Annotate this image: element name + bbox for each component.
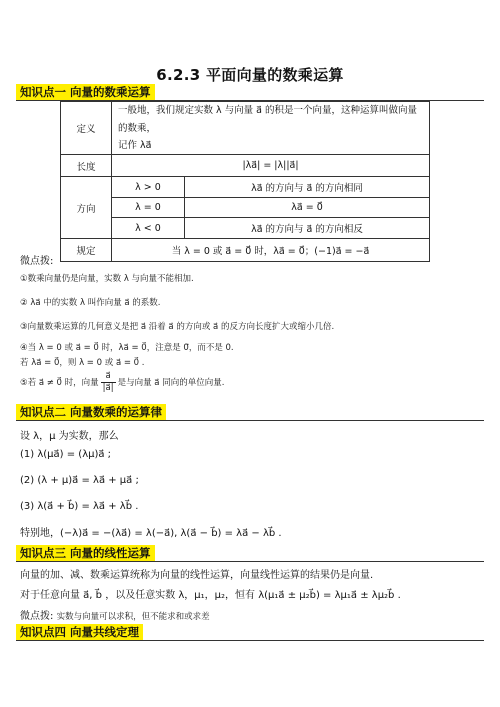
law-item: (1) λ(μa⃗) = (λμ)a⃗ ; [20, 449, 112, 460]
kp3-tip [20, 607, 210, 622]
direction-label: 方向 [61, 177, 112, 239]
length-label: 长度 [61, 155, 112, 177]
tip5-prefix: ⑤若 a⃗ ≠ 0⃗ 时，向量 [20, 378, 99, 388]
definition-label: 定义 [61, 102, 112, 155]
kp3-line-2: 对于任意向量 a⃗, b⃗ ，以及任意实数 λ，μ₁，μ₂，恒有 λ(μ₁a⃗ ± μ₂b⃗) = λμ₁a⃗ ± λμ₂b⃗ . [20, 590, 401, 601]
kp4-heading: 知识点四 向量共线定理 [16, 624, 143, 641]
rule-text: 当 λ = 0 或 a⃗ = 0⃗ 时，λa⃗ = 0⃗；(−1)a⃗ = −a⃗ [112, 239, 430, 262]
page-title: 6.2.3 平面向量的数乘运算 [156, 66, 344, 84]
kp2-heading: 知识点二 向量数乘的运算律 [16, 404, 166, 421]
kp3-tip-label: 微点拨: [20, 611, 54, 622]
kp2-intro: 设 λ，μ 为实数，那么 [20, 431, 119, 442]
tip-item: ② λa⃗ 中的实数 λ 叫作向量 a⃗ 的系数. [20, 298, 161, 308]
law-item: (3) λ(a⃗ + b⃗) = λa⃗ + λb⃗ . [20, 501, 139, 512]
tip-item: ④当 λ = 0 或 a⃗ = 0⃗ 时，λa⃗ = 0⃗，注意是 0⃗，而不是 0. [20, 343, 234, 353]
tips-label: 微点拨: [20, 256, 54, 267]
rule-label: 规定 [61, 239, 112, 262]
kp3-tip-text: 实数与向量可以求积，但不能求和或求差 [56, 612, 210, 622]
direction-cond: λ = 0 [112, 198, 185, 218]
kp3-line-1: 向量的加、减、数乘运算统称为向量的线性运算，向量线性运算的结果仍是向量. [20, 570, 374, 581]
definition-text: 一般地，我们规定实数 λ 与向量 a⃗ 的积是一个向量，这种运算叫做向量的数乘， [118, 105, 418, 134]
direction-cond: λ > 0 [112, 177, 185, 198]
kp2-special: 特别地，(−λ)a⃗ = −(λa⃗) = λ(−a⃗), λ(a⃗ − b⃗) = λa⃗ − λb⃗ . [20, 528, 282, 539]
tip-item: ③向量数乘运算的几何意义是把 a⃗ 沿着 a⃗ 的方向或 a⃗ 的反方向长度扩大或缩小几倍. [20, 322, 335, 332]
length-value: |λa⃗| = |λ||a⃗| [112, 155, 430, 177]
direction-cond: λ < 0 [112, 218, 185, 239]
direction-desc: λa⃗ 的方向与 a⃗ 的方向相反 [185, 218, 430, 239]
direction-desc: λa⃗ 的方向与 a⃗ 的方向相同 [185, 177, 430, 198]
tip5-suffix: 是与向量 a⃗ 同向的单位向量. [117, 378, 225, 388]
definition-cell [112, 102, 430, 155]
fraction-denominator: |a⃗| [102, 383, 114, 393]
tip-item-5 [20, 369, 224, 397]
kp4-rule [16, 640, 484, 641]
tip-item: ①数乘向量仍是向量，实数 λ 与向量不能相加. [20, 274, 194, 284]
kp2-rule [16, 420, 484, 421]
unit-vector-fraction [101, 371, 116, 394]
definition-table [60, 101, 430, 262]
kp3-rule [16, 561, 484, 562]
kp3-heading: 知识点三 向量的线性运算 [16, 545, 155, 562]
direction-desc: λa⃗ = 0⃗ [185, 198, 430, 218]
tip-item: 若 λa⃗ = 0⃗，则 λ = 0 或 a⃗ = 0⃗ . [20, 358, 145, 368]
definition-text-2: 记作 λa⃗ [118, 140, 152, 151]
fraction-numerator: a⃗ [101, 371, 116, 383]
kp1-heading: 知识点一 向量的数乘运算 [16, 84, 155, 101]
law-item: (2) (λ + μ)a⃗ = λa⃗ + μa⃗ ; [20, 475, 139, 486]
